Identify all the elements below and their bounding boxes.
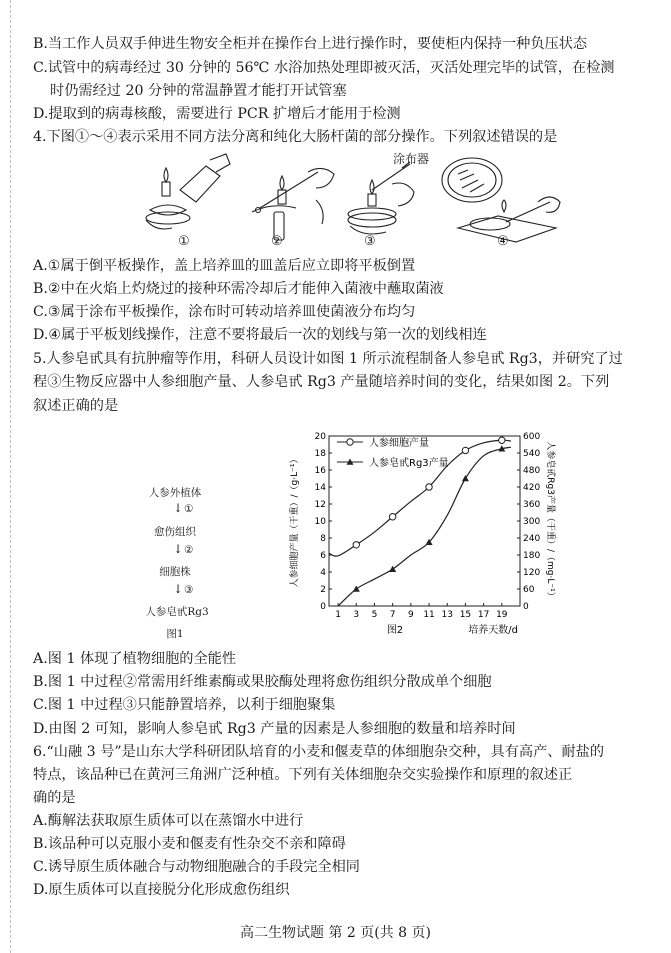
q3-option-b: B.当工作人员双手伸进生物安全柜并在操作台上进行操作时，要使柜内保持一种负压状态 xyxy=(33,36,588,52)
legend-label-1: 人参细胞产量 xyxy=(369,438,429,449)
y-left-tick-label: 16 xyxy=(314,466,326,476)
q6-option-b: B.该品种可以克服小麦和偃麦有性杂交不亲和障碍 xyxy=(33,836,346,852)
q6-option-a: A.酶解法获取原生质体可以在蒸馏水中进行 xyxy=(33,813,304,829)
q5-option-d: D.由图 2 可知，影响人参皂甙 Rg3 产量的因素是人参细胞的数量和培养时间 xyxy=(33,721,516,737)
series-1-point xyxy=(353,542,359,548)
series-2-point xyxy=(389,566,396,572)
series-2-line xyxy=(338,447,511,606)
y-right-tick-label: 420 xyxy=(523,483,541,493)
y-left-tick-label: 0 xyxy=(320,602,326,612)
flow-node-callus: 愈伤组织 xyxy=(154,526,196,538)
series-1-point xyxy=(462,447,468,453)
q4-option-c: C.③属于涂布平板操作，涂布时可转动培养皿使菌液分布均匀 xyxy=(33,304,416,320)
x-tick-label: 15 xyxy=(459,610,472,620)
q5-stem-line1: 5.人参皂甙具有抗肿瘤等作用，科研人员设计如图 1 所示流程制备人参皂甙 Rg3，并研究了过 xyxy=(33,351,623,367)
y-right-tick-label: 360 xyxy=(523,500,541,510)
q3-option-c-cont: 时仍需经过 20 分钟的常温静置才能打开试管塞 xyxy=(50,83,347,99)
x-tick-label: 1 xyxy=(335,610,341,620)
panel-label-2: ② xyxy=(271,234,283,249)
y-left-tick-label: 10 xyxy=(314,517,326,527)
binding-line xyxy=(10,0,11,953)
y-left-tick-label: 6 xyxy=(320,551,326,561)
y-right-tick-label: 600 xyxy=(523,432,541,442)
series-2-point xyxy=(462,475,469,481)
panel-label-3: ③ xyxy=(364,234,376,249)
x-tick-label: 7 xyxy=(389,610,396,620)
y-right-tick-label: 60 xyxy=(523,585,535,595)
x-axis-label: 培养天数/d xyxy=(468,625,518,636)
series-1-point xyxy=(426,484,432,490)
y-right-tick-label: 240 xyxy=(523,534,541,544)
q4-stem: 4.下图①～④表示采用不同方法分离和纯化大肠杆菌的部分操作。下列叙述错误的是 xyxy=(33,129,558,145)
panel-label-4: ④ xyxy=(497,234,509,249)
x-tick-label: 17 xyxy=(477,610,490,620)
legend-label-2: 人参皂甙Rg3产量 xyxy=(369,458,449,469)
panel-label-1: ① xyxy=(178,234,190,249)
q4-option-b: B.②中在火焰上灼烧过的接种环需冷却后才能伸入菌液中蘸取菌液 xyxy=(33,281,444,297)
y-left-tick-label: 14 xyxy=(314,483,326,493)
series-1-point xyxy=(389,514,395,520)
figure-1-caption: 图1 xyxy=(166,628,184,640)
y-left-tick-label: 4 xyxy=(320,568,326,578)
flow-node-cell-line: 细胞株 xyxy=(159,566,191,578)
page-footer: 高二生物试题 第 2 页(共 8 页) xyxy=(240,925,431,941)
x-tick-label: 3 xyxy=(353,610,360,620)
y-right-tick-label: 480 xyxy=(523,466,541,476)
panel-2-loop-sterilization xyxy=(252,168,334,240)
flow-step-3: ③ xyxy=(184,584,194,596)
q4-option-d: D.④属于平板划线操作，注意不要将最后一次的划线与第一次的划线相连 xyxy=(33,327,487,343)
y-right-tick-label: 300 xyxy=(523,517,541,527)
q5-stem-line3: 叙述正确的是 xyxy=(33,398,119,414)
panel-3-spread-plate xyxy=(348,162,414,234)
x-tick-label: 19 xyxy=(496,610,508,620)
q3-option-c: C.试管中的病毒经过 30 分钟的 56℃ 水浴加热处理即被灭活，灭活处理完毕的试管，在检测 xyxy=(33,60,615,76)
y-right-tick-label: 180 xyxy=(523,551,541,561)
y-left-tick-label: 18 xyxy=(314,449,326,459)
q6-stem-line3: 确的是 xyxy=(33,790,76,806)
flow-step-1: ① xyxy=(184,503,194,515)
q6-option-d: D.原生质体可以直接脱分化形成愈伤组织 xyxy=(33,882,290,898)
q4-option-a: A.①属于倒平板操作，盖上培养皿的皿盖后应立即将平板倒置 xyxy=(33,258,416,274)
q3-option-d: D.提取到的病毒核酸，需要进行 PCR 扩增后才能用于检测 xyxy=(33,106,401,122)
flow-node-rg3: 人参皂甙Rg3 xyxy=(145,606,209,618)
flow-node-explant: 人参外植体 xyxy=(148,487,202,499)
flow-arrow-1: ↓ xyxy=(173,501,184,515)
q5-option-b: B.图 1 中过程②常需用纤维素酶或果胶酶处理将愈伤组织分散成单个细胞 xyxy=(33,674,492,690)
y-left-tick-label: 20 xyxy=(314,432,326,442)
q5-option-c: C.图 1 中过程③只能静置培养，以利于细胞聚集 xyxy=(33,697,336,713)
y-left-axis-label: 人参细胞产量（干重）/（g·L⁻¹） xyxy=(290,454,300,588)
y-right-tick-label: 0 xyxy=(523,602,529,612)
panel-4-streak-plate xyxy=(442,158,560,242)
flow-step-2: ② xyxy=(184,544,194,556)
flow-arrow-3: ↓ xyxy=(173,582,184,596)
x-tick-label: 5 xyxy=(371,610,378,620)
legend-marker-1 xyxy=(347,439,353,445)
series-2-point xyxy=(353,586,360,592)
y-right-tick-label: 120 xyxy=(523,568,541,578)
y-right-axis-label: 人参皂甙Rg3产量（干重）/（mg·L⁻¹） xyxy=(545,441,555,601)
q5-option-a: A.图 1 体现了植物细胞的全能性 xyxy=(33,651,237,667)
flow-arrow-2: ↓ xyxy=(173,542,184,556)
q6-stem-line1: 6.“山融 3 号”是山东大学科研团队培育的小麦和偃麦草的体细胞杂交种，具有高产、耐盐的 xyxy=(33,744,605,760)
spreader-label: 涂布器 xyxy=(393,152,430,166)
q6-option-c: C.诱导原生质体融合与动物细胞融合的手段完全相同 xyxy=(33,859,360,875)
y-left-tick-label: 2 xyxy=(320,585,326,595)
panel-1-pouring-plate xyxy=(146,154,230,229)
figure-2-chart xyxy=(285,420,585,648)
figure-2-caption: 图2 xyxy=(386,625,404,636)
y-left-tick-label: 12 xyxy=(314,500,326,510)
x-tick-label: 13 xyxy=(441,610,453,620)
y-left-tick-label: 8 xyxy=(320,534,326,544)
x-tick-label: 9 xyxy=(407,610,414,620)
q6-stem-line2: 特点，该品种已在黄河三角洲广泛种植。下列有关体细胞杂交实验操作和原理的叙述正 xyxy=(33,767,573,783)
y-right-tick-label: 540 xyxy=(523,449,541,459)
series-1-point xyxy=(499,437,505,443)
x-tick-label: 11 xyxy=(423,610,435,620)
q5-stem-line2: 程③生物反应器中人参细胞产量、人参皂甙 Rg3 产量随培养时间的变化，结果如图 2。下列 xyxy=(33,374,610,390)
